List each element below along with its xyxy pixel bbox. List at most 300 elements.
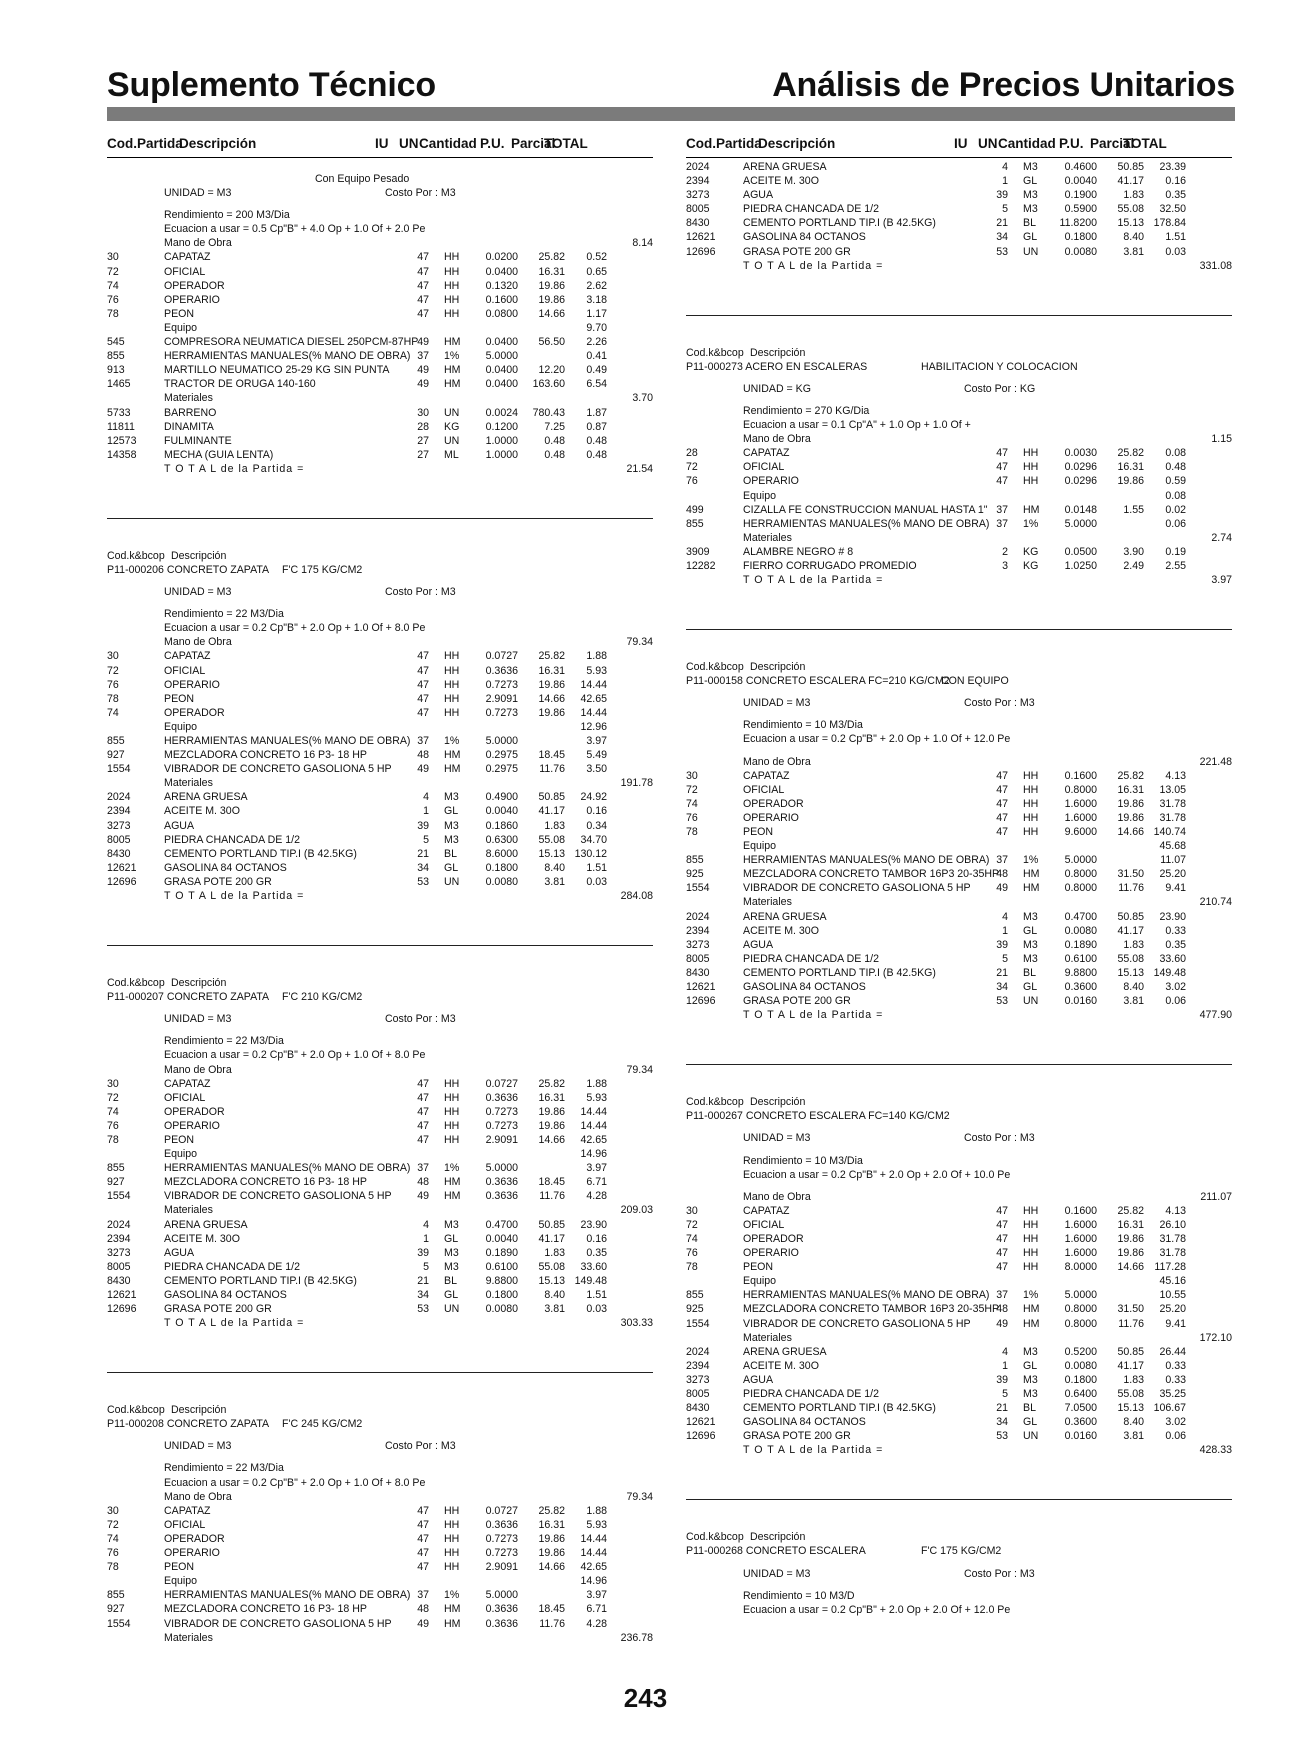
- item-quantity: 5.0000: [485, 1162, 518, 1175]
- mano-de-obra-label: Mano de Obra: [164, 1490, 232, 1503]
- item-unit: GL: [1023, 1416, 1038, 1429]
- equipo-label: Equipo: [743, 840, 776, 853]
- item-partial: 33.60: [1159, 952, 1186, 965]
- rendimiento-row: [686, 718, 1232, 732]
- item-quantity: 0.6400: [1064, 1388, 1097, 1400]
- item-row: [107, 1105, 653, 1119]
- item-partial: 1.88: [586, 650, 607, 663]
- item-iu: 47: [417, 1133, 429, 1146]
- item-code: 2394: [107, 805, 131, 818]
- partida-section: [686, 1065, 1232, 1500]
- partida-code-name: P11-000268 CONCRETO ESCALERA: [686, 1545, 866, 1558]
- rendimiento-text: Rendimiento = 200 M3/Dia: [164, 209, 290, 222]
- partida-total: 21.54: [626, 462, 653, 475]
- item-code: 78: [686, 826, 698, 838]
- item-iu: 27: [417, 448, 429, 461]
- item-row: [107, 762, 653, 776]
- item-partial: 2.55: [1165, 559, 1186, 572]
- item-iu: 5: [423, 1260, 429, 1273]
- item-row: [107, 748, 653, 762]
- item-iu: 49: [417, 364, 429, 377]
- item-partial: 32.50: [1159, 203, 1186, 216]
- item-row: [686, 867, 1232, 881]
- item-row: [107, 1504, 653, 1518]
- item-partial: 0.48: [1165, 461, 1186, 474]
- item-partial: 3.02: [1165, 981, 1186, 994]
- item-row: [686, 797, 1232, 811]
- item-row: [107, 790, 653, 804]
- item-quantity: 0.6100: [1064, 952, 1097, 965]
- item-unit-price: 50.85: [1117, 1345, 1144, 1358]
- item-unit: UN: [444, 406, 460, 419]
- item-description: OPERADOR: [164, 706, 225, 719]
- item-iu: 47: [996, 461, 1008, 474]
- item-description: COMPRESORA NEUMATICA DIESEL 250PCM-87HP: [164, 336, 419, 349]
- item-description: OFICIAL: [743, 783, 785, 796]
- unidad-row: [107, 1439, 653, 1453]
- item-quantity: 0.0080: [1064, 924, 1097, 937]
- item-description: AGUA: [743, 189, 774, 202]
- rendimiento-row: [107, 1461, 653, 1475]
- item-quantity: 0.7273: [485, 1119, 518, 1132]
- mano-de-obra-label: Mano de Obra: [164, 237, 232, 250]
- item-unit: HM: [444, 336, 461, 349]
- item-code: 2024: [107, 791, 131, 804]
- mano-de-obra-total: 79.34: [626, 1490, 653, 1503]
- unidad-row: [107, 1012, 653, 1026]
- partida-code-name: P11-000158 CONCRETO ESCALERA FC=210 KG/CM2: [686, 675, 950, 688]
- item-iu: 30: [417, 406, 429, 419]
- item-quantity: 0.0296: [1064, 475, 1097, 488]
- column-header-un: UN: [399, 136, 419, 151]
- item-code: 925: [686, 1303, 704, 1316]
- item-unit: HH: [444, 1547, 460, 1560]
- item-code: 12696: [686, 995, 716, 1008]
- item-quantity: 0.1860: [485, 819, 518, 832]
- equipo-row: [686, 1274, 1232, 1288]
- item-unit: HH: [444, 1561, 460, 1574]
- item-unit: HH: [444, 265, 460, 278]
- item-code: 72: [107, 1518, 119, 1531]
- item-code: 927: [107, 1603, 125, 1616]
- item-row: [686, 1415, 1232, 1429]
- ecuacion-text: Ecuacion a usar = 0.5 Cp"B" + 4.0 Op + 1.0 Of + 2.0 Pe: [164, 223, 426, 236]
- item-row: [686, 1288, 1232, 1302]
- item-partial: 14.44: [580, 1105, 607, 1118]
- materiales-label: Materiales: [164, 1204, 213, 1217]
- item-code: 78: [107, 1133, 119, 1146]
- item-row: [686, 924, 1232, 938]
- item-unit: 1%: [1023, 517, 1039, 530]
- partida-spec: F'C 175 KG/CM2: [282, 563, 363, 576]
- item-partial: 5.93: [586, 1091, 607, 1104]
- item-code: 12621: [686, 1416, 716, 1429]
- item-partial: 23.90: [1159, 910, 1186, 923]
- item-unit-price: 11.76: [1118, 882, 1144, 895]
- item-unit-price: 11.76: [1118, 1317, 1144, 1330]
- partida-spec: CON EQUIPO: [941, 675, 1009, 688]
- item-row: [107, 1232, 653, 1246]
- item-description: DINAMITA: [164, 420, 214, 433]
- materiales-total: 3.70: [632, 392, 653, 405]
- item-iu: 1: [1002, 175, 1008, 188]
- mano-de-obra-label: Mano de Obra: [743, 433, 811, 446]
- item-unit-price: 0.48: [544, 434, 565, 447]
- item-description: PEON: [164, 692, 195, 705]
- mano-de-obra-total: 1.15: [1211, 433, 1232, 446]
- materiales-row: [107, 776, 653, 790]
- item-quantity: 0.0400: [485, 336, 518, 349]
- item-partial: 0.03: [1165, 245, 1186, 258]
- item-quantity: 2.9091: [485, 1561, 518, 1574]
- item-unit-price: 55.08: [1117, 1388, 1144, 1400]
- item-row: [107, 434, 653, 448]
- total-label: T O T A L de la Partida =: [164, 1317, 305, 1330]
- item-unit-price: 19.86: [1117, 1232, 1144, 1245]
- item-quantity: 0.3636: [485, 664, 518, 677]
- item-unit: 1%: [1023, 854, 1039, 867]
- item-quantity: 0.0160: [1064, 995, 1097, 1008]
- item-partial: 1.51: [586, 861, 607, 874]
- item-partial: 149.48: [574, 1274, 607, 1287]
- item-partial: 4.13: [1165, 769, 1186, 782]
- item-code: 72: [107, 1091, 119, 1104]
- item-iu: 53: [996, 1430, 1008, 1443]
- item-unit-price: 16.31: [538, 664, 565, 677]
- item-unit-price: 19.86: [538, 1532, 565, 1545]
- item-code: 925: [686, 868, 704, 881]
- codk-label: Cod.k&bcop: [107, 977, 165, 990]
- item-quantity: 5.0000: [1064, 854, 1097, 867]
- item-quantity: 9.8800: [485, 1274, 518, 1287]
- item-unit-price: 19.86: [538, 678, 565, 691]
- item-description: CAPATAZ: [743, 1204, 790, 1217]
- item-unit: M3: [1023, 161, 1038, 173]
- item-quantity: 0.3636: [485, 1617, 518, 1630]
- item-iu: 37: [417, 1589, 429, 1602]
- item-quantity: 0.1800: [1064, 231, 1097, 244]
- item-code: 2024: [686, 1345, 710, 1358]
- item-unit-price: 16.31: [538, 265, 565, 278]
- item-quantity: 1.0000: [485, 434, 518, 447]
- item-row: [107, 847, 653, 861]
- total-label: T O T A L de la Partida =: [164, 462, 305, 475]
- item-iu: 47: [996, 1232, 1008, 1245]
- item-code: 3909: [686, 545, 710, 558]
- item-description: PEON: [164, 307, 195, 320]
- item-description: OPERADOR: [743, 1232, 804, 1245]
- item-row: [686, 1387, 1232, 1401]
- item-partial: 35.25: [1159, 1388, 1186, 1400]
- item-quantity: 2.9091: [485, 692, 518, 705]
- item-quantity: 0.1320: [485, 279, 518, 292]
- item-unit: HH: [444, 1504, 460, 1517]
- item-code: 12696: [686, 245, 716, 258]
- item-partial: 5.93: [586, 664, 607, 677]
- item-row: [686, 559, 1232, 573]
- item-code: 2024: [686, 161, 710, 173]
- item-quantity: 1.0250: [1064, 559, 1097, 572]
- item-code: 12282: [686, 559, 716, 572]
- item-row: [686, 517, 1232, 531]
- item-unit-price: 50.85: [1117, 910, 1144, 923]
- item-description: CEMENTO PORTLAND TIP.I (B 42.5KG): [164, 1274, 357, 1287]
- item-row: [107, 875, 653, 889]
- item-description: FULMINANTE: [164, 434, 232, 447]
- item-unit: HH: [444, 664, 460, 677]
- item-row: [686, 783, 1232, 797]
- partida-label-row: [107, 549, 653, 563]
- unidad-row: [686, 696, 1232, 710]
- partida-title-row: [107, 990, 653, 1004]
- item-partial: 13.05: [1159, 783, 1186, 796]
- item-unit: UN: [1023, 245, 1039, 258]
- item-unit: GL: [1023, 924, 1038, 937]
- item-partial: 140.74: [1153, 826, 1186, 838]
- item-row: [686, 503, 1232, 517]
- item-iu: 47: [417, 650, 429, 663]
- mano-de-obra-total: 221.48: [1199, 755, 1232, 768]
- item-code: 72: [107, 664, 119, 677]
- partida-subtitle-text: Con Equipo Pesado: [315, 173, 410, 185]
- item-code: 927: [107, 749, 125, 762]
- item-iu: 47: [417, 1547, 429, 1560]
- unidad-text: UNIDAD = M3: [164, 187, 232, 200]
- item-unit-price: 1.83: [1123, 189, 1144, 202]
- item-code: 30: [686, 769, 698, 782]
- item-code: 72: [686, 1218, 698, 1231]
- item-description: CEMENTO PORTLAND TIP.I (B 42.5KG): [743, 966, 936, 979]
- item-iu: 53: [996, 995, 1008, 1008]
- item-quantity: 0.7273: [485, 1547, 518, 1560]
- item-description: CIZALLA FE CONSTRUCCION MANUAL HASTA 1": [743, 503, 988, 516]
- item-code: 855: [686, 517, 704, 530]
- item-iu: 47: [996, 1204, 1008, 1217]
- item-description: CAPATAZ: [164, 650, 211, 663]
- item-unit-price: 14.66: [538, 692, 565, 705]
- item-partial: 0.49: [586, 364, 607, 377]
- item-description: OPERARIO: [164, 678, 220, 691]
- item-row: [686, 245, 1232, 259]
- item-quantity: 0.8000: [1064, 783, 1097, 796]
- item-code: 72: [686, 461, 698, 474]
- materiales-total: 191.78: [620, 777, 653, 790]
- item-description: PIEDRA CHANCADA DE 1/2: [164, 833, 300, 846]
- equipo-row: [686, 489, 1232, 503]
- item-iu: 47: [996, 1218, 1008, 1231]
- ecuacion-text: Ecuacion a usar = 0.2 Cp"B" + 2.0 Op + 2.0 Of + 10.0 Pe: [743, 1168, 1011, 1181]
- item-iu: 28: [417, 420, 429, 433]
- item-iu: 47: [996, 783, 1008, 796]
- item-description: OPERADOR: [164, 1105, 225, 1118]
- item-quantity: 7.0500: [1064, 1402, 1097, 1415]
- partida-section: [107, 1373, 653, 1645]
- column-header-parcial: Parcial: [511, 136, 556, 151]
- item-code: 913: [107, 364, 125, 377]
- codk-label: Cod.k&bcop: [107, 1404, 165, 1417]
- item-quantity: 11.8200: [1059, 217, 1097, 230]
- item-description: OPERARIO: [164, 1547, 220, 1560]
- costo-por-text: Costo Por : M3: [964, 1132, 1035, 1145]
- item-description: HERRAMIENTAS MANUALES(% MANO DE OBRA): [164, 1589, 411, 1602]
- left-column: [107, 136, 653, 1645]
- partida-subtitle: [107, 172, 653, 186]
- item-unit: M3: [1023, 952, 1038, 965]
- item-unit-price: 1.83: [544, 1246, 565, 1259]
- item-quantity: 0.3600: [1064, 981, 1097, 994]
- item-row: [686, 1302, 1232, 1316]
- item-code: 1554: [686, 882, 710, 895]
- partida-spec: F'C 245 KG/CM2: [282, 1418, 363, 1431]
- item-description: PIEDRA CHANCADA DE 1/2: [743, 952, 879, 965]
- item-description: CAPATAZ: [743, 769, 790, 782]
- item-row: [107, 265, 653, 279]
- item-quantity: 0.3636: [485, 1176, 518, 1189]
- item-row: [686, 853, 1232, 867]
- item-partial: 0.06: [1165, 995, 1186, 1008]
- rendimiento-text: Rendimiento = 22 M3/Dia: [164, 608, 284, 621]
- item-unit-price: 2.49: [1123, 559, 1144, 572]
- item-partial: 26.10: [1159, 1218, 1186, 1231]
- item-unit: M3: [444, 833, 459, 846]
- item-unit-price: 41.17: [1117, 924, 1144, 937]
- item-code: 5733: [107, 406, 131, 419]
- item-partial: 0.08: [1165, 447, 1186, 460]
- item-unit: BL: [444, 1274, 457, 1287]
- item-partial: 0.35: [1165, 938, 1186, 951]
- item-row: [107, 1560, 653, 1574]
- item-unit: HH: [1023, 1247, 1039, 1260]
- unidad-text: UNIDAD = KG: [743, 382, 811, 395]
- item-row: [686, 230, 1232, 244]
- item-unit-price: 14.66: [538, 1561, 565, 1574]
- item-unit: HH: [1023, 811, 1039, 824]
- item-row: [107, 448, 653, 462]
- item-quantity: 0.3636: [485, 1190, 518, 1203]
- item-row: [686, 1359, 1232, 1373]
- item-row: [107, 1077, 653, 1091]
- item-unit-price: 3.81: [544, 875, 565, 888]
- item-description: PIEDRA CHANCADA DE 1/2: [743, 203, 879, 216]
- item-description: VIBRADOR DE CONCRETO GASOLIONA 5 HP: [164, 1190, 392, 1203]
- unidad-text: UNIDAD = M3: [743, 1567, 811, 1580]
- item-description: AGUA: [743, 938, 774, 951]
- item-description: HERRAMIENTAS MANUALES(% MANO DE OBRA): [164, 350, 411, 363]
- item-code: 12621: [686, 231, 716, 244]
- materiales-total: 209.03: [620, 1204, 653, 1217]
- item-iu: 27: [417, 434, 429, 447]
- item-unit-price: 25.82: [538, 1077, 565, 1090]
- item-row: [686, 460, 1232, 474]
- equipo-label: Equipo: [743, 489, 776, 502]
- item-code: 12696: [686, 1430, 716, 1443]
- item-description: CAPATAZ: [743, 447, 790, 460]
- total-label: T O T A L de la Partida =: [743, 259, 884, 272]
- item-code: 855: [107, 1162, 125, 1175]
- item-description: ARENA GRUESA: [743, 910, 827, 923]
- item-quantity: 0.0030: [1064, 447, 1097, 460]
- item-row: [686, 1429, 1232, 1443]
- partida-total: 303.33: [620, 1317, 653, 1330]
- item-code: 74: [107, 1105, 119, 1118]
- item-quantity: 0.1200: [485, 420, 518, 433]
- item-iu: 1: [423, 1232, 429, 1245]
- item-partial: 0.16: [586, 805, 607, 818]
- item-code: 3273: [686, 938, 710, 951]
- item-unit-price: 14.66: [538, 307, 565, 320]
- item-quantity: 0.0727: [485, 1504, 518, 1517]
- item-description: OPERARIO: [743, 1247, 799, 1260]
- item-unit-price: 19.86: [1117, 475, 1144, 488]
- item-unit: M3: [444, 1218, 459, 1231]
- item-quantity: 0.7273: [485, 678, 518, 691]
- unidad-text: UNIDAD = M3: [743, 697, 811, 710]
- item-code: 78: [686, 1261, 698, 1274]
- materiales-label: Materiales: [164, 1631, 213, 1644]
- item-iu: 48: [417, 1603, 429, 1616]
- item-description: ACEITE M. 30O: [743, 1359, 819, 1372]
- item-partial: 0.03: [586, 1303, 607, 1316]
- item-description: AGUA: [164, 1246, 195, 1259]
- item-code: 1554: [107, 1617, 131, 1630]
- equipo-parcial: 9.70: [586, 321, 607, 334]
- item-partial: 14.44: [580, 1532, 607, 1545]
- item-unit: GL: [444, 1289, 459, 1301]
- item-iu: 47: [417, 692, 429, 705]
- item-partial: 0.03: [586, 875, 607, 888]
- item-partial: 14.44: [580, 1547, 607, 1560]
- item-partial: 0.06: [1165, 517, 1186, 530]
- partida-title-row: [107, 1417, 653, 1431]
- item-description: TRACTOR DE ORUGA 140-160: [164, 378, 316, 391]
- item-iu: 5: [1002, 203, 1008, 216]
- item-unit: BL: [1023, 217, 1036, 230]
- item-quantity: 5.0000: [485, 350, 518, 363]
- item-quantity: 0.3636: [485, 1603, 518, 1616]
- item-description: ARENA GRUESA: [164, 1218, 248, 1231]
- item-partial: 6.54: [586, 378, 607, 391]
- item-description: OPERARIO: [743, 811, 799, 824]
- item-code: 2394: [686, 175, 710, 188]
- item-unit: M3: [1023, 1373, 1038, 1386]
- item-partial: 3.97: [586, 1589, 607, 1602]
- mano-de-obra-row: [107, 236, 653, 250]
- item-iu: 49: [417, 1190, 429, 1203]
- materiales-label: Materiales: [743, 531, 792, 544]
- partida-total: 284.08: [620, 890, 653, 903]
- item-unit-price: 41.17: [538, 805, 565, 818]
- item-code: 855: [107, 350, 125, 363]
- mano-de-obra-row: [686, 1190, 1232, 1204]
- item-description: MEZCLADORA CONCRETO TAMBOR 16P3 20-35HP: [743, 1303, 1000, 1316]
- item-unit-price: 14.66: [1117, 826, 1144, 838]
- item-code: 545: [107, 336, 125, 349]
- item-quantity: 0.5900: [1064, 203, 1097, 216]
- item-unit-price: 25.82: [1117, 1204, 1144, 1217]
- item-partial: 149.48: [1153, 966, 1186, 979]
- page-header-right: Análisis de Precios Unitarios: [772, 66, 1235, 104]
- rendimiento-row: [686, 404, 1232, 418]
- item-unit-price: 19.86: [538, 1547, 565, 1560]
- costo-por-text: Costo Por : M3: [385, 586, 456, 599]
- item-unit-price: 41.17: [1117, 1359, 1144, 1372]
- item-unit: 1%: [444, 1162, 460, 1175]
- item-code: 30: [107, 1077, 119, 1090]
- column-header-descripcin: Descripción: [758, 136, 836, 151]
- item-row: [107, 1288, 653, 1302]
- item-row: [686, 216, 1232, 230]
- item-unit-price: 11.76: [539, 1190, 565, 1203]
